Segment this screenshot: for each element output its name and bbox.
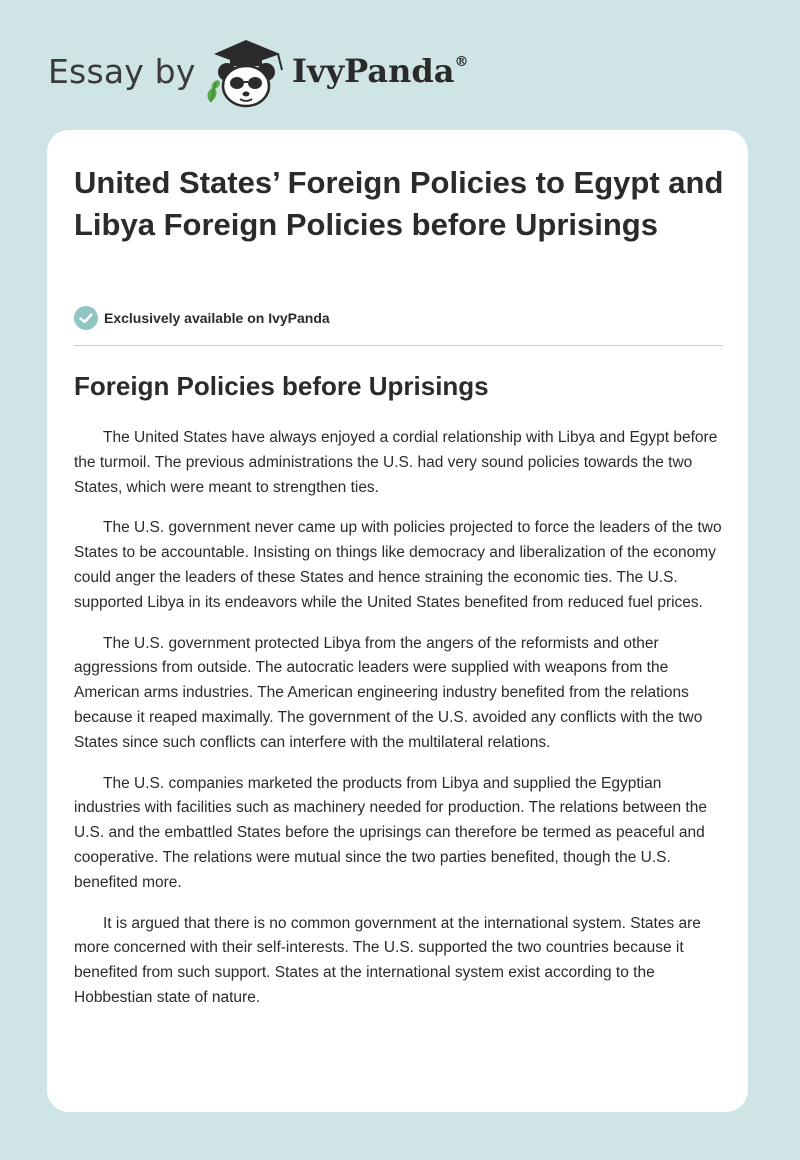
- exclusive-badge: [74, 306, 330, 330]
- exclusive-badge-label: Exclusively available on IvyPanda: [104, 310, 330, 326]
- paragraph: The United States have always enjoyed a cordial relationship with Libya and Egypt before the turmoil. The previous administrations the U.S. had very sound policies towards the two States, which were meant to strengthen ties.: [74, 429, 718, 496]
- site-header: [0, 0, 800, 130]
- essay-body: [74, 426, 726, 1027]
- paragraph: The U.S. government protected Libya from the angers of the reformists and other aggressions from outside. The autocratic leaders were supplied with weapons from the American arms industries. The American engineering industry benefited from the relations because it reaped maximally. The government of the U.S. avoided any conflicts with the two States since such conflicts can interfere with the multilateral relations.: [74, 634, 703, 751]
- brand-name[interactable]: IvyPanda®: [292, 52, 469, 90]
- essay-title: United States’ Foreign Policies to Egypt and Libya Foreign Policies before Uprisings: [74, 165, 724, 242]
- registered-mark: ®: [454, 54, 469, 70]
- check-circle-icon: [74, 306, 98, 330]
- paragraph: The U.S. government never came up with policies projected to force the leaders of the two States to be accountable. Insisting on things like democracy and liberalization of the economy could anger the leaders of these States and hence straining the economic ties. The U.S. supported Libya in its endeavors while the United States benefited from reduced fuel prices.: [74, 519, 722, 611]
- paragraph: The U.S. companies marketed the products from Libya and supplied the Egyptian industries with facilities such as machinery needed for production. The relations between the U.S. and the embattled States before the uprisings can therefore be termed as peaceful and cooperative. The relations were mutual since the two parties benefited, though the U.S. benefited more.: [74, 774, 707, 891]
- divider: [74, 345, 723, 346]
- section-heading: Foreign Policies before Uprisings: [74, 371, 489, 401]
- essay-card: [47, 130, 748, 1112]
- paragraph: It is argued that there is no common government at the international system. States are more concerned with their self-interests. The U.S. supported the two countries because it benefited from such support. States at the international system exist according to the Hobbestian state of nature.: [74, 914, 701, 1006]
- brand-prefix: Essay by: [48, 52, 196, 91]
- panda-graduate-icon[interactable]: [200, 36, 290, 108]
